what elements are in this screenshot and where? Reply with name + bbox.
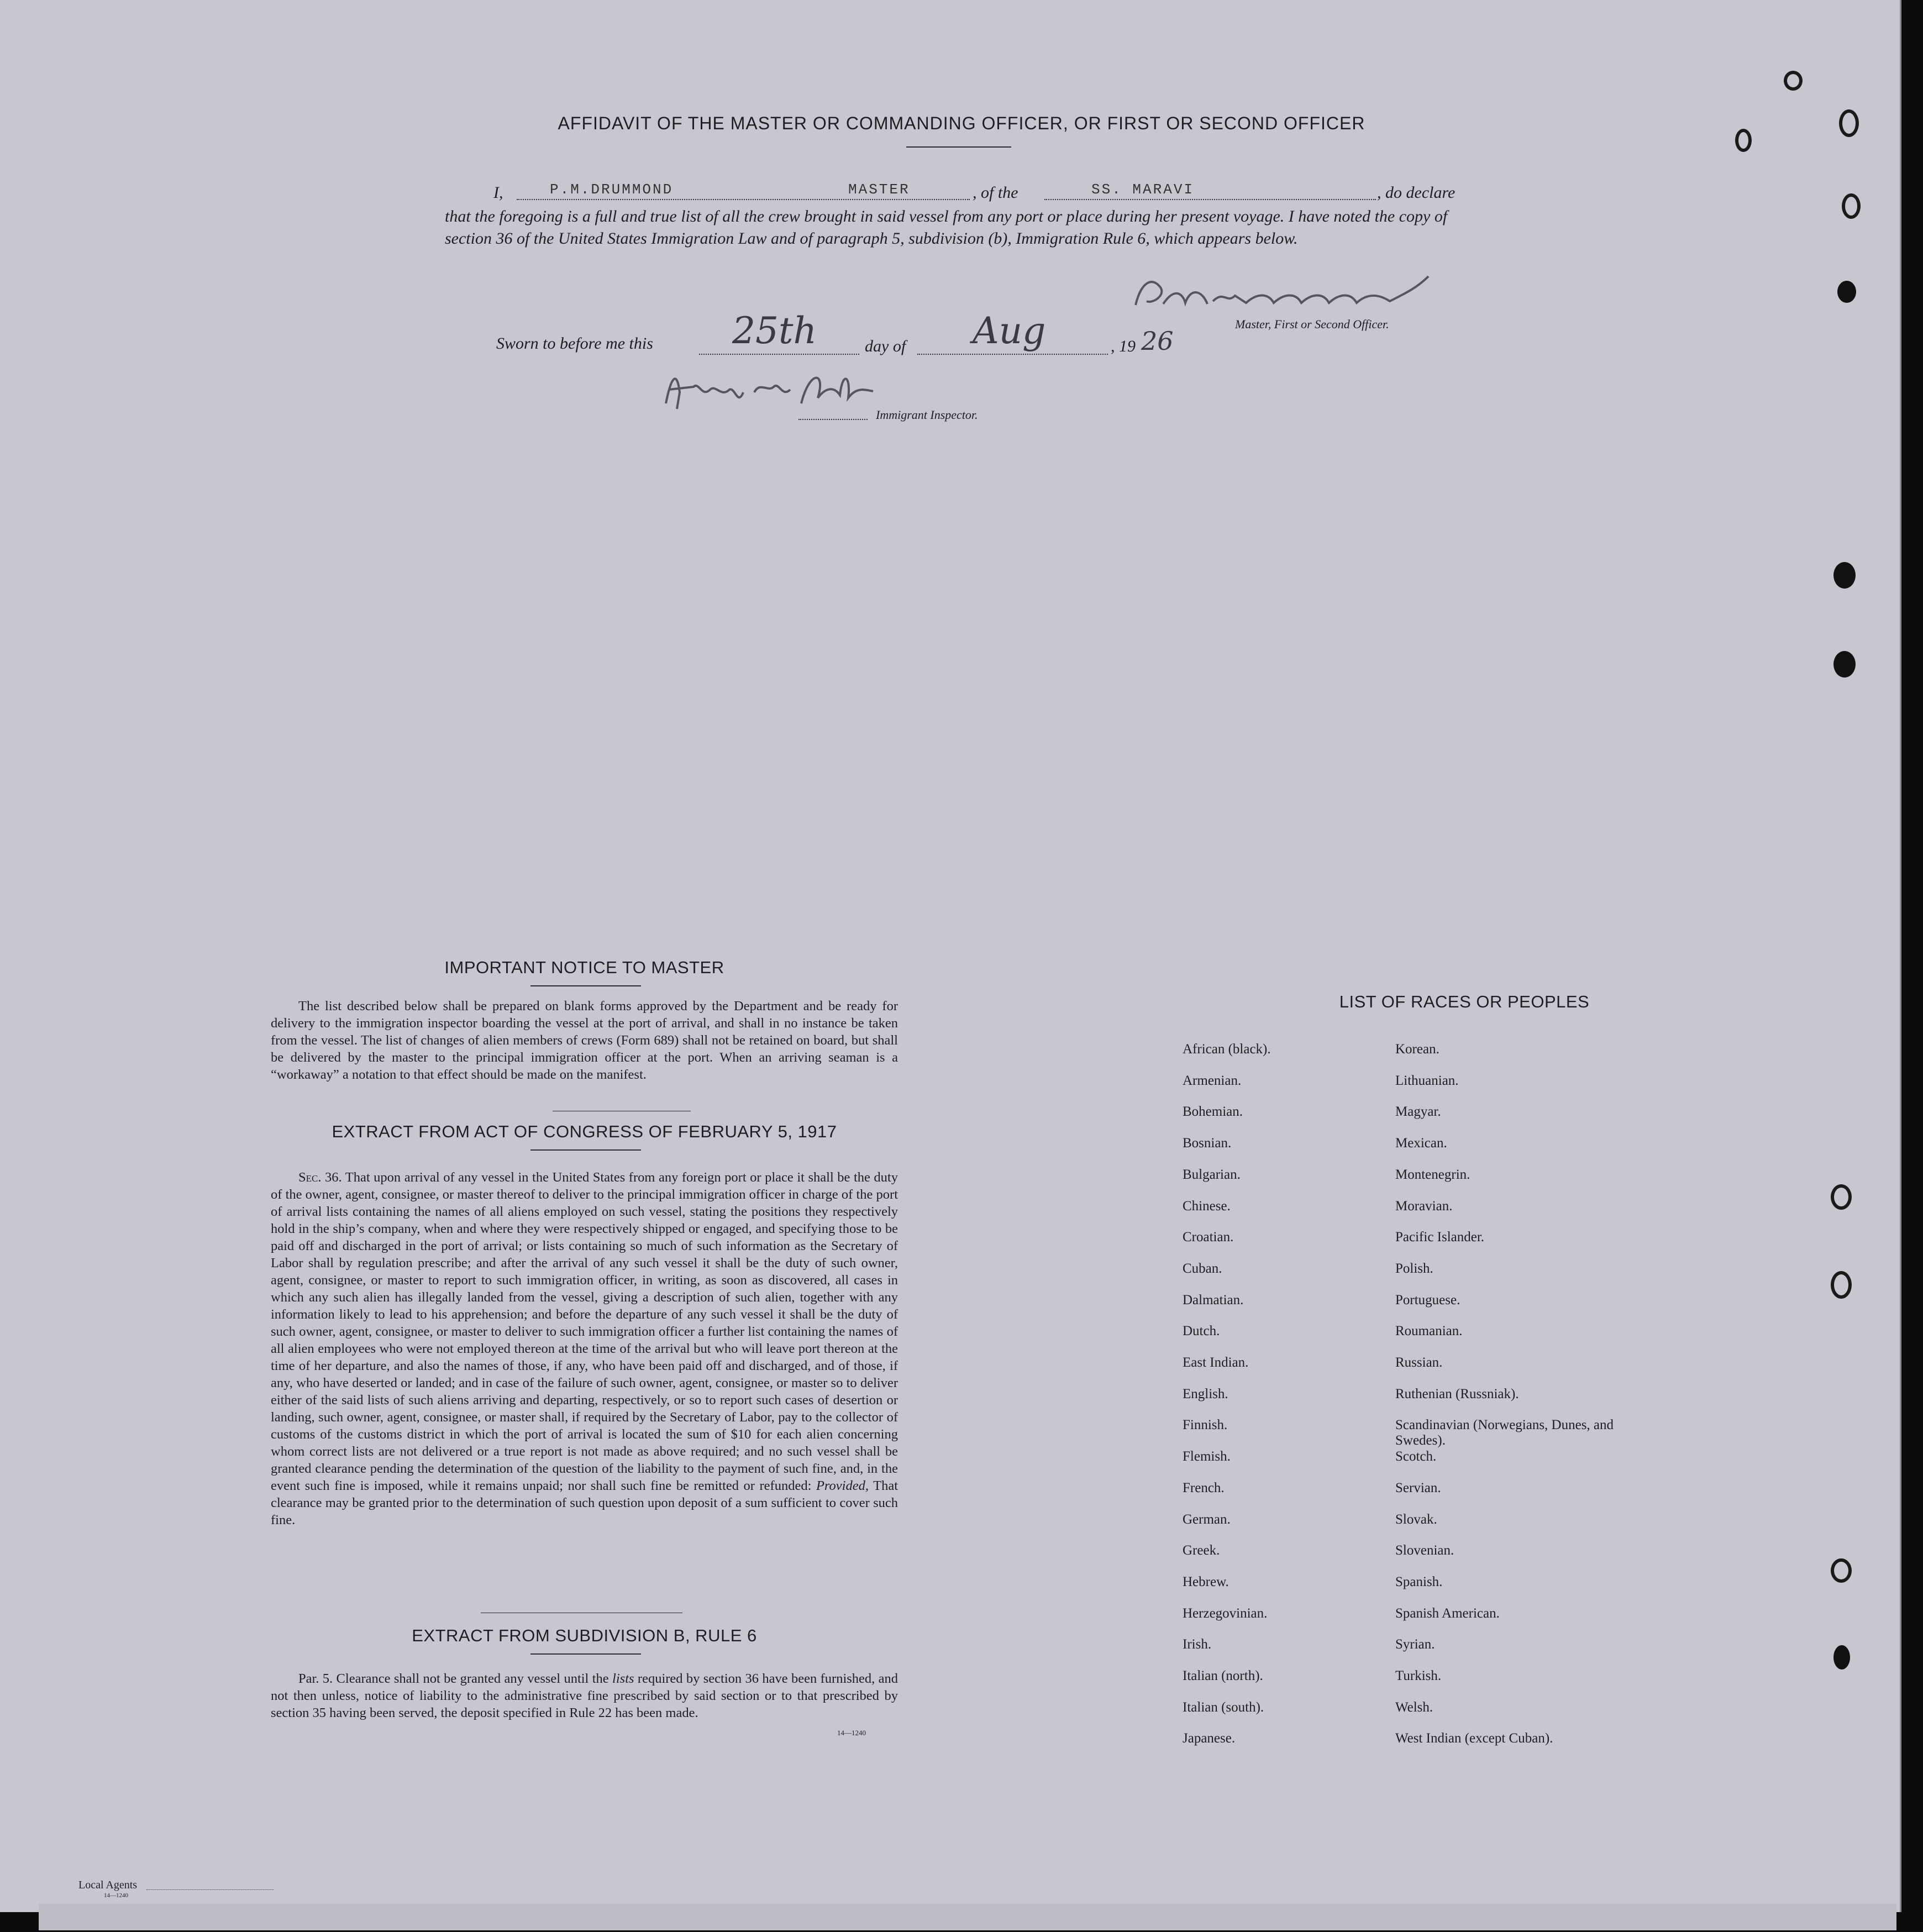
race-entry: Spanish. [1395,1574,1443,1589]
race-entry: Hebrew. [1183,1574,1229,1589]
race-entry: Finnish. [1183,1418,1228,1432]
paragraph-label: Par. 5. [298,1671,333,1686]
underlying-page-edge [39,1904,1896,1930]
day-of-label: day of [865,337,906,355]
binder-hole [1831,1271,1852,1299]
lists-word: lists [612,1671,634,1686]
race-entry: Dalmatian. [1183,1293,1244,1308]
act-extract-divider [530,1149,641,1151]
race-entry: Welsh. [1395,1700,1433,1715]
rule-text-b: required by section 36 have been furnished, and not then unless, notice of liability to the administrative fine prescribed by said section or to that prescribed by section 35 having been served, the deposit specified in Rule 22 has been made. [271,1671,899,1720]
rule-extract-title: EXTRACT FROM SUBDIVISION B, RULE 6 [412,1626,757,1645]
race-entry: Lithuanian. [1395,1073,1459,1088]
master-signature [1130,271,1439,315]
binder-hole [1831,1184,1852,1210]
race-entry: Scandinavian (Norwegians, Dunes, and Swedes). [1395,1418,1614,1448]
notice-title: IMPORTANT NOTICE TO MASTER [444,958,724,977]
footer-form-number: 14—1240 [104,1892,128,1899]
race-entry: Korean. [1395,1042,1439,1057]
binder-hole [1837,281,1856,303]
race-entry: Bulgarian. [1183,1167,1241,1182]
race-entry: Ruthenian (Russniak). [1395,1387,1519,1401]
binder-hole [1831,1558,1852,1583]
year-prefix: , 19 [1111,337,1136,355]
rule-text-a: Clearance shall not be granted any vessel until the [336,1671,609,1686]
inspector-line [798,409,868,420]
section-label: Sec. 36. [298,1170,342,1185]
binder-hole [1833,651,1856,678]
master-name-field: P.M.DRUMMOND [550,181,674,198]
affidavit-title: AFFIDAVIT OF THE MASTER OR COMMANDING OFFICER, OR FIRST OR SECOND OFFICER [558,113,1365,133]
race-entry: Chinese. [1183,1199,1231,1214]
binder-hole [1833,562,1856,589]
binder-hole [1839,109,1859,137]
race-entry: East Indian. [1183,1355,1249,1370]
race-entry: Irish. [1183,1637,1212,1652]
race-entry: Pacific Islander. [1395,1230,1485,1245]
race-entry: Bohemian. [1183,1104,1243,1119]
title-divider [906,146,1011,148]
binder-hole [1784,71,1803,91]
signature-caption: Master, First or Second Officer. [1235,317,1389,331]
race-entry: Slovak. [1395,1512,1437,1527]
rule-extract-divider [530,1653,641,1655]
race-entry: Japanese. [1183,1731,1236,1746]
races-title: LIST OF RACES OR PEOPLES [1339,992,1590,1011]
race-entry: German. [1183,1512,1231,1527]
section-36-text-end: That clearance may be granted prior to the determination of such question upon deposit of a sum sufficient to cover such fine. [271,1478,899,1527]
race-entry: Scotch. [1395,1449,1437,1464]
race-entry: Magyar. [1395,1104,1441,1119]
race-entry: Montenegrin. [1395,1167,1470,1182]
binder-hole [1842,193,1861,219]
binder-hole [1833,1645,1850,1670]
race-entry: Servian. [1395,1481,1441,1495]
year-handwritten: 26 [1141,326,1174,356]
race-entry: Armenian. [1183,1073,1242,1088]
i-label: I, [493,183,503,202]
race-entry: Flemish. [1183,1449,1231,1464]
race-entry: French. [1183,1481,1225,1495]
race-entry: Slovenian. [1395,1543,1454,1558]
race-entry: Syrian. [1395,1637,1435,1652]
sworn-label: Sworn to before me this [496,334,653,353]
do-declare-label: , do declare [1377,183,1456,202]
form-number: 14—1240 [837,1729,866,1737]
act-extract-title: EXTRACT FROM ACT OF CONGRESS OF FEBRUARY 5, 1917 [332,1122,837,1141]
vessel-name-field: SS. MARAVI [1091,181,1195,198]
inspector-caption: Immigrant Inspector. [876,408,978,422]
sworn-day-handwritten: 25th [732,309,817,352]
race-entry: Bosnian. [1183,1136,1232,1151]
section-36-text: That upon arrival of any vessel in the United States from any foreign port or place it shall be the duty of the owner, agent, consignee, or master thereof to deliver to the principal immigration officer in charge of the port of arrival lists containing the names of all aliens employed on such vessel, stating the positions they respectively hold in the ship’s company, when and where they were respectively shipped or engaged, and specifying those to be paid off and discharged in the port of arrival; or lists containing so much of such information as the Secretary of Labor shall by regulation prescribe; and after the arrival of any such vessel it shall be the duty of such owner, agent, consignee, or master to report to such immigration officer, in writing, as soon as discovered, all cases in which any such alien has illegally landed from the vessel, giving a description of such alien, together with any information likely to lead to his apprehension; and before the departure of any such vessel it shall be the duty of such owner, agent, consignee, or master to deliver to such immigration officer a further list containing the names of all alien employees who were not employed thereon at the time of the arrival but who will leave port thereon at the time of her departure, and also the names of those, if any, who have been paid off and discharged, and of those, if any, who have deserted or landed; and in case of the failure of such owner, agent, consignee, or master so to deliver either of the said lists of such aliens arriving and departing, respectively, or so to report such cases of desertion or landing, such owner, agent, consignee, or master shall, if required by the Secretary of Labor, pay to the collector of customs of the customs district in which the port of arrival is located the sum of $10 for each alien concerning whom correct lists are not delivered or a true report is not made as above required; and no such vessel shall be granted clearance pending the determination of the question of the liability to the payment of such fine, and, in the event such fine is imposed, while it remains unpaid; nor shall such fine be remitted or refunded: [271,1170,898,1493]
master-rank-field: MASTER [848,181,910,198]
local-agents-line [146,1882,274,1890]
race-entry: Greek. [1183,1543,1220,1558]
race-entry: Spanish American. [1395,1606,1500,1621]
race-entry: West Indian (except Cuban). [1395,1731,1553,1746]
race-entry: Croatian. [1183,1230,1234,1245]
race-entry: Mexican. [1395,1136,1447,1151]
race-entry: Herzegovinian. [1183,1606,1268,1621]
race-entry: African (black). [1183,1042,1271,1057]
race-entry: Cuban. [1183,1261,1222,1276]
race-entry: Portuguese. [1395,1293,1460,1308]
rule-extract-text [271,1670,898,1721]
race-entry: Polish. [1395,1261,1433,1276]
affidavit-statement: that the foregoing is a full and true list of all the crew brought in said vessel from any port or place during her present voyage. I have noted the copy of section 36 of the United States Immigration Law and of paragraph 5, subdivision (b), Immigration Rule 6, which appears below. [445,207,1448,248]
local-agents-label: Local Agents [78,1879,138,1891]
race-entry: Dutch. [1183,1324,1220,1338]
race-entry: Italian (north). [1183,1668,1263,1683]
race-entry: English. [1183,1387,1228,1401]
provided-word: Provided, [816,1478,869,1493]
race-entry: Russian. [1395,1355,1443,1370]
sworn-month-handwritten: Aug [973,309,1046,352]
notice-text: The list described below shall be prepared on blank forms approved by the Department and be ready for delivery to the immigration inspector boarding the vessel at the port of arrival, and shall in no instance be taken from the vessel. The list of changes of alien members of crews (Form 689) shall not be retained on board, but shall be delivered by the master to the principal immigration officer at the port. When an arriving seaman is a “workaway” a notation to that effect should be made on the manifest. [271,999,898,1082]
act-extract-text [271,1169,898,1529]
race-entry: Turkish. [1395,1668,1442,1683]
race-entry: Roumanian. [1395,1324,1463,1338]
race-entry: Moravian. [1395,1199,1453,1214]
binder-hole [1735,129,1752,152]
race-entry: Italian (south). [1183,1700,1264,1715]
of-the-label: , of the [973,183,1018,202]
notice-divider [530,985,641,986]
